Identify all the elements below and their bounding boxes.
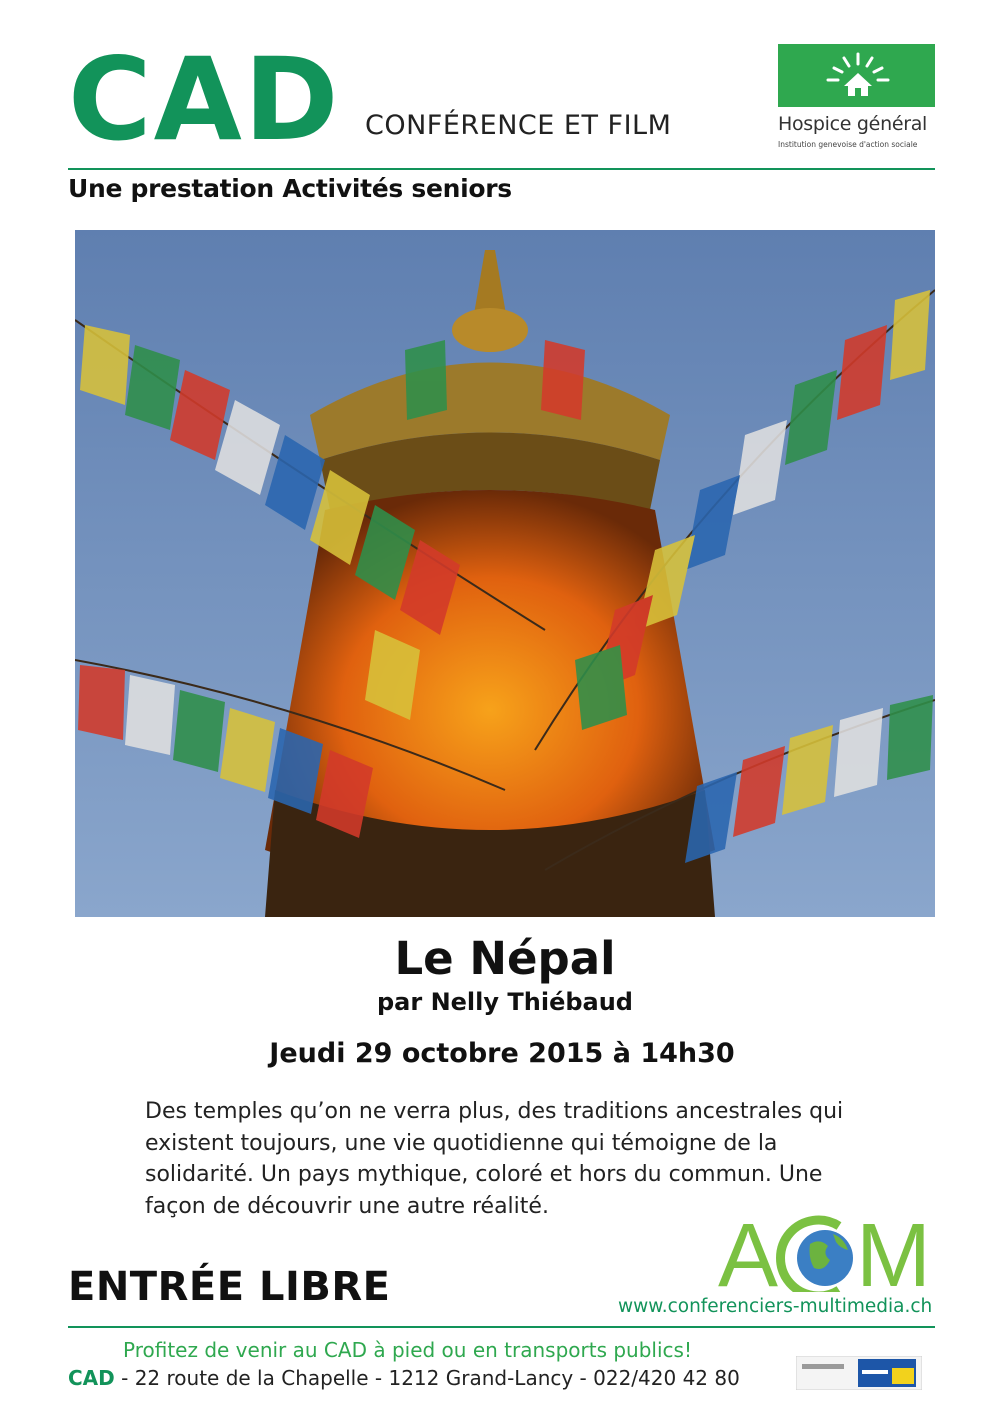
event-speaker: par Nelly Thiébaud	[377, 988, 633, 1016]
acm-logo-letter-a: A	[718, 1214, 779, 1292]
acm-logo-letter-m: M	[856, 1214, 931, 1292]
acm-globe-logo	[718, 1214, 938, 1292]
partner-logo	[796, 1356, 922, 1390]
website-link[interactable]: www.conferenciers-multimedia.ch	[618, 1296, 933, 1317]
event-description: Des temples qu’on ne verra plus, des traditions ancestrales qui existent toujours, une vie quotidienne qui témoigne de la solidarité. Un pays mythique, coloré et hors du commun. Une façon de découvrir une autre réalité.	[145, 1099, 844, 1219]
footer-divider	[68, 1326, 935, 1328]
address-line	[68, 1366, 740, 1390]
address-text: - 22 route de la Chapelle - 1212 Grand-Lancy - 022/420 42 80	[114, 1366, 740, 1390]
transport-note: Profitez de venir au CAD à pied ou en transports publics!	[123, 1338, 692, 1362]
page-subtitle: Une prestation Activités seniors	[68, 174, 512, 203]
plan-les-ouates-logo	[796, 1356, 922, 1390]
hospice-name: Hospice général	[778, 113, 928, 135]
event-title: Le Népal	[394, 932, 616, 985]
admission-label: ENTRÉE LIBRE	[68, 1264, 391, 1310]
acm-logo	[718, 1214, 938, 1292]
sun-house-icon	[778, 44, 935, 107]
address-cad-label: CAD	[68, 1366, 115, 1390]
cad-logo: CAD	[68, 33, 341, 166]
header-divider	[68, 168, 935, 170]
event-date: Jeudi 29 octobre 2015 à 14h30	[269, 1038, 735, 1069]
hospice-logo-mark	[778, 44, 935, 107]
event-photo	[75, 230, 935, 917]
event-category: CONFÉRENCE ET FILM	[365, 110, 672, 141]
hospice-tagline: Institution genevoise d'action sociale	[778, 140, 918, 149]
stupa-prayer-flags-image	[75, 230, 935, 917]
